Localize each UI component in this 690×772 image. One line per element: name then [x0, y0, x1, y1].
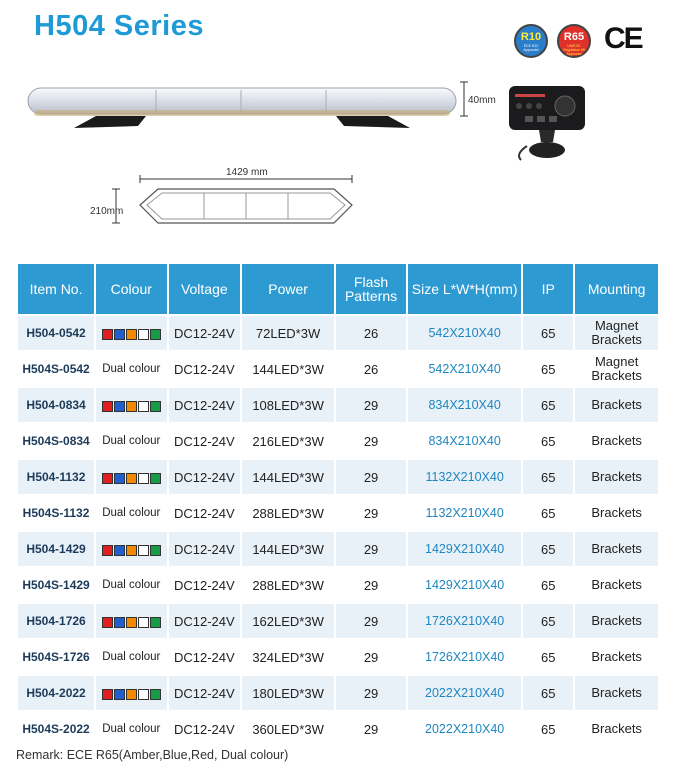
flash-patterns-cell: 29	[336, 712, 406, 746]
colour-cell	[96, 316, 166, 350]
remark-text: Remark: ECE R65(Amber,Blue,Red, Dual colour)	[16, 748, 289, 762]
item-no-cell: H504-0542	[18, 316, 94, 350]
flash-patterns-cell: 29	[336, 604, 406, 638]
voltage-cell: DC12-24V	[169, 496, 241, 530]
colour-cell: Dual colour	[96, 424, 166, 458]
table-row	[18, 388, 658, 422]
size-cell: 1429X210X40	[408, 532, 521, 566]
item-no-cell: H504S-1429	[18, 568, 94, 602]
item-no-cell: H504S-0542	[18, 352, 94, 386]
width-dimension: 210mm	[90, 206, 124, 217]
size-cell: 1132X210X40	[408, 460, 521, 494]
white-colour-swatch	[138, 545, 149, 556]
ip-cell: 65	[523, 532, 573, 566]
size-cell: 542X210X40	[408, 316, 521, 350]
power-cell: 288LED*3W	[242, 496, 334, 530]
flash-patterns-cell: 29	[336, 532, 406, 566]
ip-cell: 65	[523, 712, 573, 746]
flash-patterns-cell: 26	[336, 352, 406, 386]
r65-certification-badge: R65 UN/ECE Regulation 65 Approved	[557, 24, 591, 58]
flash-patterns-cell: 29	[336, 460, 406, 494]
voltage-cell: DC12-24V	[169, 388, 241, 422]
mounting-cell: Brackets	[575, 460, 658, 494]
voltage-cell: DC12-24V	[169, 532, 241, 566]
ip-cell: 65	[523, 316, 573, 350]
item-no-cell: H504-2022	[18, 676, 94, 710]
item-no-cell: H504S-2022	[18, 712, 94, 746]
flash-patterns-cell: 29	[336, 568, 406, 602]
height-dimension: 40mm	[468, 95, 496, 106]
mounting-cell: Brackets	[575, 388, 658, 422]
ce-mark: CE	[604, 22, 642, 55]
power-cell: 180LED*3W	[242, 676, 334, 710]
table-row	[18, 424, 658, 458]
table-row	[18, 604, 658, 638]
ip-cell: 65	[523, 640, 573, 674]
item-no-cell: H504-1132	[18, 460, 94, 494]
white-colour-swatch	[138, 689, 149, 700]
power-cell: 144LED*3W	[242, 352, 334, 386]
power-cell: 144LED*3W	[242, 460, 334, 494]
voltage-cell: DC12-24V	[169, 712, 241, 746]
flash-patterns-cell: 29	[336, 496, 406, 530]
header-item-no: Item No.	[18, 264, 94, 314]
colour-cell	[96, 676, 166, 710]
colour-cell	[96, 460, 166, 494]
size-cell: 1726X210X40	[408, 604, 521, 638]
mounting-cell: Brackets	[575, 532, 658, 566]
size-cell: 834X210X40	[408, 388, 521, 422]
voltage-cell: DC12-24V	[169, 676, 241, 710]
mounting-cell: Brackets	[575, 568, 658, 602]
amber-colour-swatch	[126, 689, 137, 700]
amber-colour-swatch	[126, 473, 137, 484]
blue-colour-swatch	[114, 329, 125, 340]
size-cell: 1429X210X40	[408, 568, 521, 602]
mounting-cell: Brackets	[575, 712, 658, 746]
controller-image	[505, 84, 590, 162]
green-colour-swatch	[150, 617, 161, 628]
mounting-cell: Brackets	[575, 496, 658, 530]
amber-colour-swatch	[126, 617, 137, 628]
size-cell: 542X210X40	[408, 352, 521, 386]
item-no-cell: H504-1726	[18, 604, 94, 638]
power-cell: 324LED*3W	[242, 640, 334, 674]
table-header-row	[18, 264, 658, 314]
size-cell: 1726X210X40	[408, 640, 521, 674]
item-no-cell: H504-0834	[18, 388, 94, 422]
voltage-cell: DC12-24V	[169, 568, 241, 602]
green-colour-swatch	[150, 545, 161, 556]
voltage-cell: DC12-24V	[169, 640, 241, 674]
green-colour-swatch	[150, 473, 161, 484]
page-title: H504 Series	[34, 10, 204, 42]
mounting-cell: Brackets	[575, 640, 658, 674]
table-row	[18, 640, 658, 674]
power-cell: 162LED*3W	[242, 604, 334, 638]
table-row	[18, 496, 658, 530]
table-row	[18, 352, 658, 386]
header-size: Size L*W*H(mm)	[408, 264, 521, 314]
red-colour-swatch	[102, 473, 113, 484]
colour-cell: Dual colour	[96, 568, 166, 602]
header-voltage: Voltage	[169, 264, 241, 314]
table-row	[18, 532, 658, 566]
voltage-cell: DC12-24V	[169, 460, 241, 494]
blue-colour-swatch	[114, 473, 125, 484]
flash-patterns-cell: 29	[336, 424, 406, 458]
table-row	[18, 316, 658, 350]
size-cell: 2022X210X40	[408, 676, 521, 710]
voltage-cell: DC12-24V	[169, 352, 241, 386]
white-colour-swatch	[138, 329, 149, 340]
green-colour-swatch	[150, 401, 161, 412]
ip-cell: 65	[523, 424, 573, 458]
ip-cell: 65	[523, 604, 573, 638]
lightbar-side-image	[26, 82, 458, 142]
voltage-cell: DC12-24V	[169, 316, 241, 350]
mounting-cell: Brackets	[575, 676, 658, 710]
item-no-cell: H504S-0834	[18, 424, 94, 458]
colour-cell	[96, 532, 166, 566]
header-ip: IP	[523, 264, 573, 314]
colour-cell: Dual colour	[96, 712, 166, 746]
red-colour-swatch	[102, 329, 113, 340]
header-colour: Colour	[96, 264, 166, 314]
blue-colour-swatch	[114, 545, 125, 556]
colour-cell: Dual colour	[96, 496, 166, 530]
mounting-cell: Magnet Brackets	[575, 352, 658, 386]
r10-certification-badge: R10 ECE R10 Approved	[514, 24, 548, 58]
size-cell: 834X210X40	[408, 424, 521, 458]
table-row	[18, 712, 658, 746]
blue-colour-swatch	[114, 401, 125, 412]
mounting-cell: Brackets	[575, 604, 658, 638]
power-cell: 72LED*3W	[242, 316, 334, 350]
mounting-cell: Magnet Brackets	[575, 316, 658, 350]
table-row	[18, 460, 658, 494]
green-colour-swatch	[150, 689, 161, 700]
white-colour-swatch	[138, 401, 149, 412]
lightbar-top-outline	[104, 165, 364, 235]
colour-cell: Dual colour	[96, 640, 166, 674]
item-no-cell: H504-1429	[18, 532, 94, 566]
amber-colour-swatch	[126, 329, 137, 340]
red-colour-swatch	[102, 617, 113, 628]
white-colour-swatch	[138, 473, 149, 484]
length-dimension: 1429 mm	[226, 167, 268, 178]
table-row	[18, 676, 658, 710]
header-flash-patterns: Flash Patterns	[336, 264, 406, 314]
red-colour-swatch	[102, 689, 113, 700]
colour-cell	[96, 388, 166, 422]
power-cell: 144LED*3W	[242, 532, 334, 566]
spec-table	[16, 262, 660, 748]
red-colour-swatch	[102, 401, 113, 412]
green-colour-swatch	[150, 329, 161, 340]
item-no-cell: H504S-1132	[18, 496, 94, 530]
table-row	[18, 568, 658, 602]
voltage-cell: DC12-24V	[169, 604, 241, 638]
power-cell: 360LED*3W	[242, 712, 334, 746]
mounting-cell: Brackets	[575, 424, 658, 458]
flash-patterns-cell: 29	[336, 388, 406, 422]
ip-cell: 65	[523, 388, 573, 422]
colour-cell	[96, 604, 166, 638]
flash-patterns-cell: 26	[336, 316, 406, 350]
power-cell: 288LED*3W	[242, 568, 334, 602]
amber-colour-swatch	[126, 545, 137, 556]
flash-patterns-cell: 29	[336, 640, 406, 674]
voltage-cell: DC12-24V	[169, 424, 241, 458]
size-cell: 1132X210X40	[408, 496, 521, 530]
item-no-cell: H504S-1726	[18, 640, 94, 674]
ip-cell: 65	[523, 352, 573, 386]
blue-colour-swatch	[114, 689, 125, 700]
header-mounting: Mounting	[575, 264, 658, 314]
ip-cell: 65	[523, 496, 573, 530]
amber-colour-swatch	[126, 401, 137, 412]
power-cell: 216LED*3W	[242, 424, 334, 458]
blue-colour-swatch	[114, 617, 125, 628]
white-colour-swatch	[138, 617, 149, 628]
ip-cell: 65	[523, 676, 573, 710]
ip-cell: 65	[523, 568, 573, 602]
red-colour-swatch	[102, 545, 113, 556]
flash-patterns-cell: 29	[336, 676, 406, 710]
ip-cell: 65	[523, 460, 573, 494]
header-power: Power	[242, 264, 334, 314]
size-cell: 2022X210X40	[408, 712, 521, 746]
power-cell: 108LED*3W	[242, 388, 334, 422]
colour-cell: Dual colour	[96, 352, 166, 386]
